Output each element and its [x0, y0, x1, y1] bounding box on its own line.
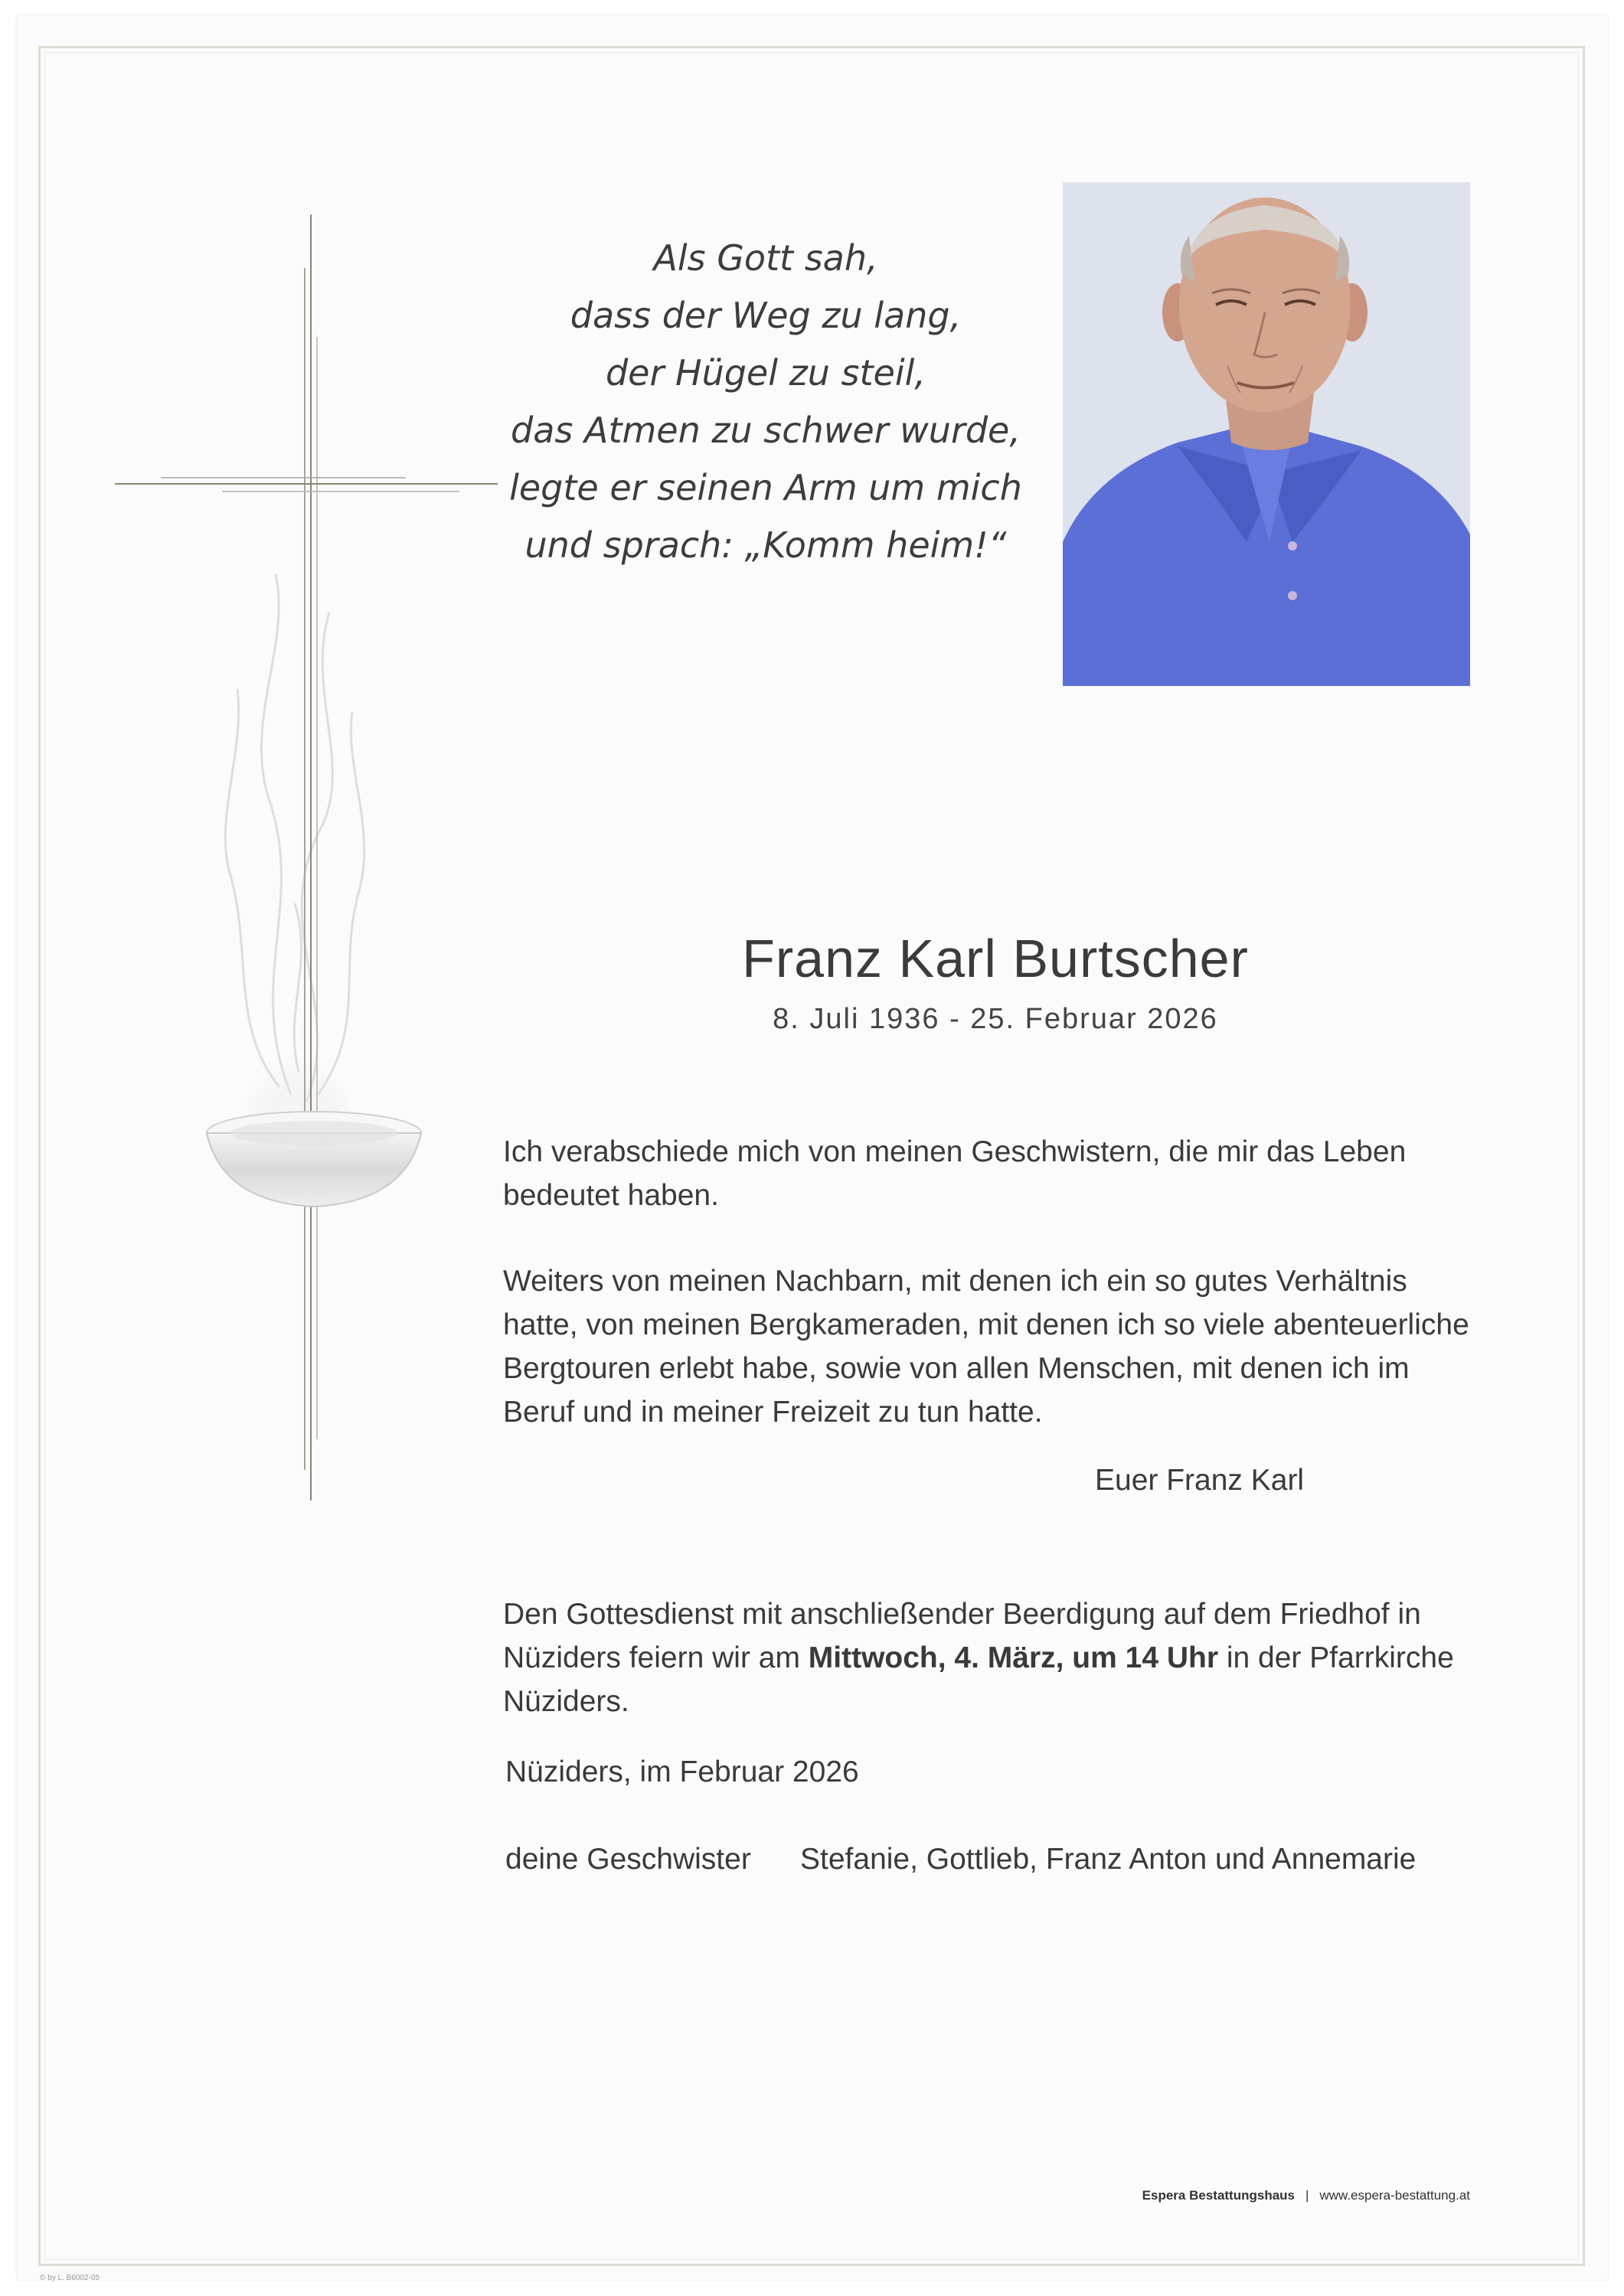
footer: [1072, 2188, 1470, 2203]
portrait-photo: [1063, 182, 1470, 686]
farewell-paragraph-1: [503, 1130, 1483, 1217]
flame-bowl-icon: [207, 1112, 421, 1207]
service-date: Mittwoch, 4. März, um 14 Uhr: [808, 1641, 1219, 1674]
service-paragraph: [503, 1592, 1483, 1723]
company-website[interactable]: www.espera-bestattung.at: [1319, 2188, 1470, 2203]
signature: Euer Franz Karl: [1095, 1464, 1305, 1497]
poem-line: und sprach: „Komm heim!“: [524, 524, 1007, 566]
poem: [459, 230, 1072, 574]
place-date: Nüziders, im Februar 2026: [505, 1755, 859, 1788]
life-dates: 8. Juli 1936 - 25. Februar 2026: [773, 1003, 1218, 1035]
mourners-label: deine Geschwister: [505, 1843, 751, 1876]
service-info: [503, 1592, 1483, 1723]
poem-line: legte er seinen Arm um mich: [509, 467, 1022, 508]
mourners-names: Stefanie, Gottlieb, Franz Anton und Annemarie: [800, 1843, 1417, 1876]
paragraph-text: Weiters von meinen Nachbarn, mit denen ich ein so gutes Verhältnis hatte, von meinen Bergkameraden, mit denen ich so viele abenteuerliche Bergtouren erlebt habe, sowie von allen Menschen, mit denen ich im Beruf und in meiner Freizeit zu tun hatte.: [503, 1265, 1469, 1429]
service-text-before: Den Gottesdienst mit anschließender Beerdigung auf dem Friedhof in Nüziders feiern wir am: [503, 1598, 1421, 1674]
poem-line: dass der Weg zu lang,: [570, 295, 962, 336]
company-name: Espera Bestattungshaus: [1142, 2188, 1296, 2203]
farewell-paragraph-2: [503, 1259, 1483, 1434]
poem-line: Als Gott sah,: [653, 237, 878, 279]
corner-note: © by L. B6002-05: [40, 2274, 100, 2282]
paragraph-text: Ich verabschiede mich von meinen Geschwistern, die mir das Leben bedeutet haben.: [503, 1135, 1407, 1212]
footer-separator: |: [1305, 2188, 1309, 2203]
poem-line: der Hügel zu steil,: [605, 352, 926, 394]
service-text-after: in der Pfarrkirche Nüziders.: [503, 1641, 1454, 1718]
poem-line: das Atmen zu schwer wurde,: [511, 410, 1021, 451]
cross-icon: [115, 214, 513, 1516]
deceased-name: Franz Karl Burtscher: [742, 929, 1249, 988]
